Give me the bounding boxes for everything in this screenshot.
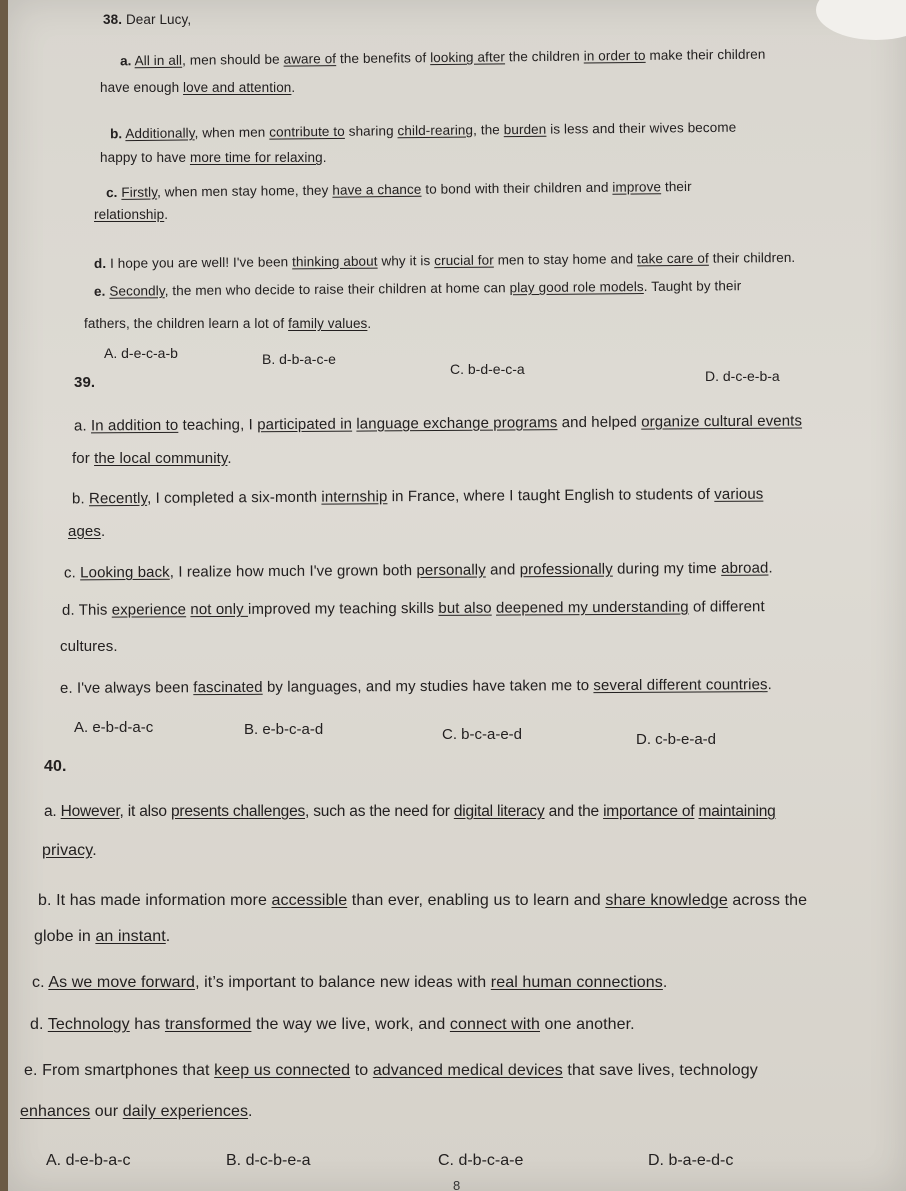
q40-option-a[interactable]: A. d-e-b-a-c	[46, 1152, 131, 1169]
q40-option-b[interactable]: B. d-c-b-e-a	[226, 1152, 311, 1169]
corner-object	[816, 0, 906, 40]
q38-option-d[interactable]: D. d-c-e-b-a	[705, 368, 780, 384]
q39-sentence-d: d. This experience not only improved my teaching skills but also deepened my understanding of different	[61, 598, 765, 619]
q39-sentence-e: e. I've always been fascinated by languages, and my studies have taken me to several different countries.	[59, 676, 772, 697]
q40-sentence-b: b. It has made information more accessible than ever, enabling us to learn and share knowledge across the	[38, 892, 808, 909]
q39-sentence-b-cont: ages.	[68, 523, 106, 540]
q38-option-b[interactable]: B. d-b-a-c-e	[262, 351, 336, 367]
q38-option-c[interactable]: C. b-d-e-c-a	[450, 361, 525, 377]
q39-option-d[interactable]: D. c-b-e-a-d	[636, 731, 717, 748]
q39-sentence-a-cont: for the local community.	[72, 450, 232, 467]
q39-option-c[interactable]: C. b-c-a-e-d	[442, 726, 523, 743]
q40-sentence-d: d. Technology has transformed the way we live, work, and connect with one another.	[30, 1016, 635, 1033]
worksheet-page	[8, 0, 906, 1191]
q40-sentence-a-cont: privacy.	[42, 842, 97, 859]
q40-sentence-c: c. As we move forward, it’s important to balance new ideas with real human connections.	[32, 974, 668, 991]
q38-sentence-e-cont: fathers, the children learn a lot of family values.	[84, 316, 372, 331]
q38-sentence-b: b. Additionally, when men contribute to sharing child-rearing, the burden is less and their wives become	[109, 119, 737, 142]
q38-sentence-e: e. Secondly, the men who decide to raise their children at home can play good role models. Taught by their	[93, 278, 742, 299]
q39-sentence-d-cont: cultures.	[60, 638, 118, 655]
q38-sentence-c: c. Firstly, when men stay home, they have a chance to bond with their children and improve their	[105, 178, 692, 201]
q38-sentence-a-cont: have enough love and attention.	[100, 80, 296, 95]
page-number: 8	[453, 1178, 461, 1191]
q39-sentence-c: c. Looking back, I realize how much I've grown both personally and professionally during my time abroad.	[63, 559, 773, 582]
q38-header: 38. Dear Lucy,	[103, 12, 192, 27]
q39-option-b[interactable]: B. e-b-c-a-d	[244, 721, 324, 738]
q40-option-d[interactable]: D. b-a-e-d-c	[648, 1152, 734, 1169]
q39-sentence-b: b. Recently, I completed a six-month internship in France, where I taught English to students of various	[71, 485, 764, 508]
q40-number: 40.	[44, 758, 67, 775]
q39-number: 39.	[74, 374, 96, 391]
q40-sentence-b-cont: globe in an instant.	[34, 928, 171, 945]
q38-option-a[interactable]: A. d-e-c-a-b	[104, 345, 178, 361]
q40-option-c[interactable]: C. d-b-c-a-e	[438, 1152, 524, 1169]
q39-option-a[interactable]: A. e-b-d-a-c	[74, 719, 154, 736]
q38-sentence-d: d. I hope you are well! I've been thinking about why it is crucial for men to stay home and take care of their children.	[93, 249, 796, 272]
q38-sentence-a: a. All in all, men should be aware of the benefits of looking after the children in order to make their children	[119, 46, 766, 69]
q38-sentence-b-cont: happy to have more time for relaxing.	[100, 150, 327, 165]
q40-sentence-e: e. From smartphones that keep us connected to advanced medical devices that save lives, technology	[24, 1062, 758, 1079]
q38-sentence-c-cont: relationship.	[94, 207, 169, 222]
q39-sentence-a: a. In addition to teaching, I participated in language exchange programs and helped organize cultural events	[73, 412, 803, 435]
q40-sentence-a: a. However, it also presents challenges, such as the need for digital literacy and the importance of maintaining	[44, 803, 776, 820]
q40-sentence-e-cont: enhances our daily experiences.	[20, 1103, 253, 1120]
